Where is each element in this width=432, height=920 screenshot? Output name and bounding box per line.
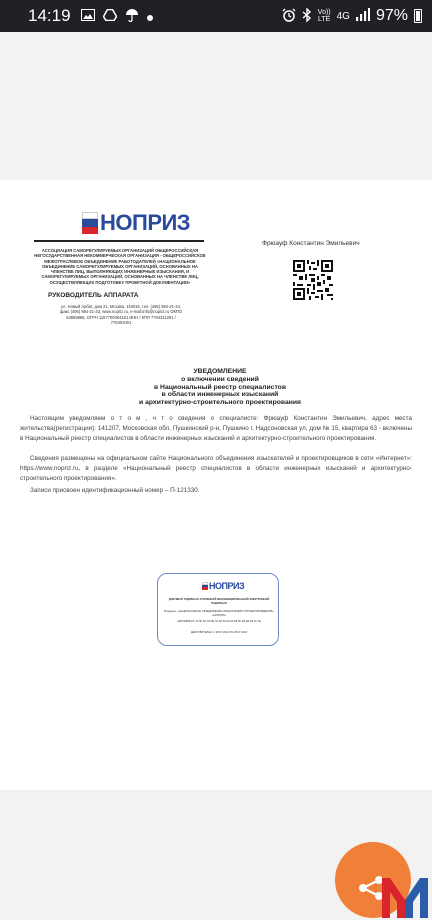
image-icon [81, 9, 95, 24]
drive-icon [103, 9, 117, 24]
battery-icon [414, 9, 422, 23]
header-divider [34, 240, 204, 242]
bluetooth-icon [302, 8, 312, 25]
electronic-signature-stamp [157, 573, 279, 646]
4g-icon: 4G [336, 10, 350, 22]
volte-icon: Vo)) LTE [317, 9, 331, 23]
status-bar [0, 0, 432, 32]
battery-percent: 97% [375, 7, 408, 24]
paragraph-2: Сведения размещены на официальном сайте Национального объединения изыскателей и проектировщиков в сети «Интернет»: https://www.nopriz.ru, в разделе «Национальный реестр специалистов в области инженерных изысканий и архитектурно-строительного проектирования». [20, 455, 412, 482]
paragraph-1: Настоящим уведомляем о т о м , ч т о сведения о специалисте: Фрюауф Константин Эмильевич, адрес места жительства(регистрации): 141207, Московская обл, Пушкинский р-н, Пушкино г, Надсоновская ул, дом № 15, квартира 63 - включены в Национальный реестр специалистов в области инженерных изысканий и архитектурно-строительного проектирования. [20, 415, 412, 442]
status-right-group [282, 7, 422, 25]
notice-title: УВЕДОМЛЕНИЕ о включении сведений в Национальный реестр специалистов в области инженерных изысканий и архитектурно-строительного проектирования [139, 368, 301, 407]
stamp-logo [202, 581, 244, 591]
stamp-line-4: ДЕЙСТВИТЕЛЕН: С 28.07.2021 ПО 28.07.2022 [190, 631, 248, 634]
qr-code-icon [293, 260, 333, 300]
stamp-line-1: ДОКУМЕНТ ПОДПИСАН УСИЛЕННОЙ КВАЛИФИЦИРОВАННОЙ ЭЛЕКТРОННОЙ ПОДПИСЬЮ [168, 598, 270, 605]
organization-address: ул. Новый Арбат, дом 21, Москва, 119019, тел. (495) 984-21-34, факс (495) 984-21-33, www.nopriz.ru, e-mail:info@nopriz.ru ОКПО 63869866, ОГРН 1157700004161 ИНН / КПП 7704311281 / 770401001 [59, 304, 183, 326]
head-label: РУКОВОДИТЕЛЬ АППАРАТА [48, 292, 139, 299]
stamp-logo-text: НОПРИЗ [209, 581, 245, 591]
document-page[interactable] [0, 180, 432, 790]
stamp-line-2: Владелец: «НАЦИОНАЛЬНОЕ ОБЪЕДИНЕНИЕ ИЗЫСКАТЕЛЕЙ И ПРОЕКТИРОВЩИКОВ» «НОПРИЗ» [164, 610, 274, 617]
russian-flag-icon [82, 212, 98, 234]
signal-icon [356, 8, 370, 24]
organization-name: АССОЦИАЦИЯ САМОРЕГУЛИРУЕМЫХ ОРГАНИЗАЦИЙ ОБЩЕРОССИЙСКАЯ НЕГОСУДАРСТВЕННАЯ НЕКОММЕРЧЕСКАЯ ОРГАНИЗАЦИЯ - ОБЩЕРОССИЙСКОЕ МЕЖОТРАСЛЕВОЕ ОБЪЕДИНЕНИЕ РАБОТОДАТЕЛЕЙ «НАЦИОНАЛЬНОЕ ОБЪЕДИНЕНИЕ САМОРЕГУЛИРУЕМЫХ ОРГАНИЗАЦИЙ, ОСНОВАННЫХ НА ЧЛЕНСТВЕ ЛИЦ, ВЫПОЛНЯЮЩИХ ИНЖЕНЕРНЫЕ ИЗЫСКАНИЯ, И САМОРЕГУЛИРУЕМЫХ ОРГАНИЗАЦИЙ, ОСНОВАННЫХ НА ЧЛЕНСТВЕ ЛИЦ, ОСУЩЕСТВЛЯЮЩИХ ПОДГОТОВКУ ПРОЕКТНОЙ ДОКУМЕНТАЦИИ» [34, 248, 206, 285]
m-brand-logo-icon [380, 872, 430, 920]
logo-text: НОПРИЗ [100, 210, 191, 235]
russian-flag-icon [202, 582, 208, 590]
recipient-name: Фрюауф Константин Эмильевич [262, 240, 360, 247]
stamp-line-3: СЕРТИФИКАТ: 02 8F 6C D0 9E 7E AD 83 6A 9A 1B 8C 2B E8 D3 FF 2E [177, 620, 261, 623]
viewer-background-top [0, 32, 432, 180]
nopriz-logo [82, 210, 190, 236]
umbrella-icon [125, 8, 139, 25]
status-time: 14:19 [28, 6, 71, 25]
paragraph-3: Записи присвоен идентификационный номер – П-121330. [30, 487, 200, 494]
alarm-icon [282, 8, 296, 25]
dot-icon [147, 9, 153, 24]
